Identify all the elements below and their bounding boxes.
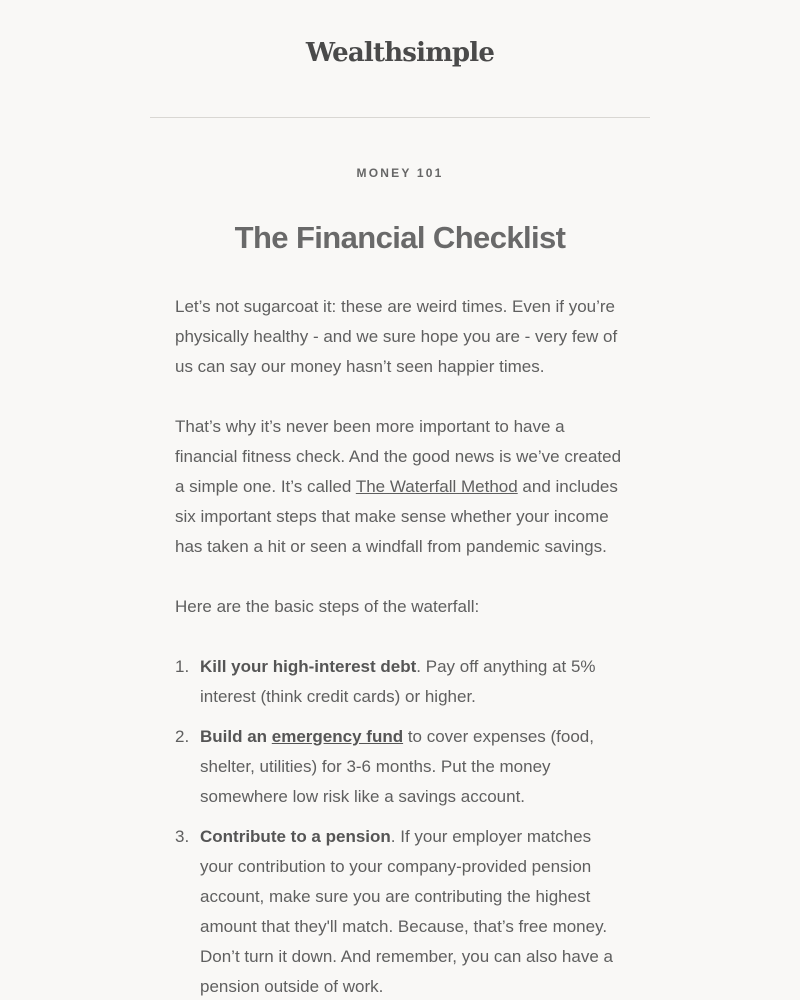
article-category: MONEY 101	[356, 166, 444, 180]
step-number: 3.	[175, 827, 190, 846]
waterfall-paragraph	[175, 412, 627, 562]
waterfall-method-link[interactable]: The Waterfall Method	[355, 477, 518, 496]
emergency-fund-link[interactable]: emergency fund	[271, 727, 404, 746]
step-text: to cover expenses (food, shelter, utilities) for 3-6 months. Put the money somewhere low risk like a savings account.	[200, 727, 594, 806]
step-lead: Build an	[200, 727, 272, 746]
step-number: 2.	[175, 727, 190, 746]
step-number: 1.	[175, 657, 190, 676]
list-item	[175, 722, 627, 812]
steps-list	[175, 652, 627, 1000]
intro-paragraph: Let’s not sugarcoat it: these are weird times. Even if you’re physically healthy - and we sure hope you are - very few of us can say our money hasn’t seen happier times.	[175, 297, 618, 376]
list-item	[175, 822, 627, 1000]
step-lead: Contribute to a pension	[200, 827, 391, 846]
list-item	[175, 652, 627, 712]
step-text: . If your employer matches your contribution to your company-provided pension account, make sure you are contributing the highest amount that they'll match. Because, that’s free money. Don’t turn it down. And remember, you can also have a pension outside of work.	[200, 827, 613, 996]
waterfall-paragraph-text-after: and includes six important steps that make sense whether your income has taken a hit or seen a windfall from pandemic savings.	[175, 477, 618, 556]
steps-intro: Here are the basic steps of the waterfall:	[175, 597, 480, 616]
brand-logo[interactable]: Wealthsimple	[305, 38, 495, 68]
article-title: The Financial Checklist	[234, 220, 566, 255]
step-lead: Kill your high-interest debt	[200, 657, 417, 676]
waterfall-paragraph-text-before: That’s why it’s never been more important to have a financial fitness check. And the good news is we’ve created a simple one. It’s called	[175, 417, 622, 496]
article-body	[175, 292, 627, 1000]
step-text: . Pay off anything at 5% interest (think credit cards) or higher.	[200, 657, 596, 706]
header-divider	[150, 117, 650, 118]
